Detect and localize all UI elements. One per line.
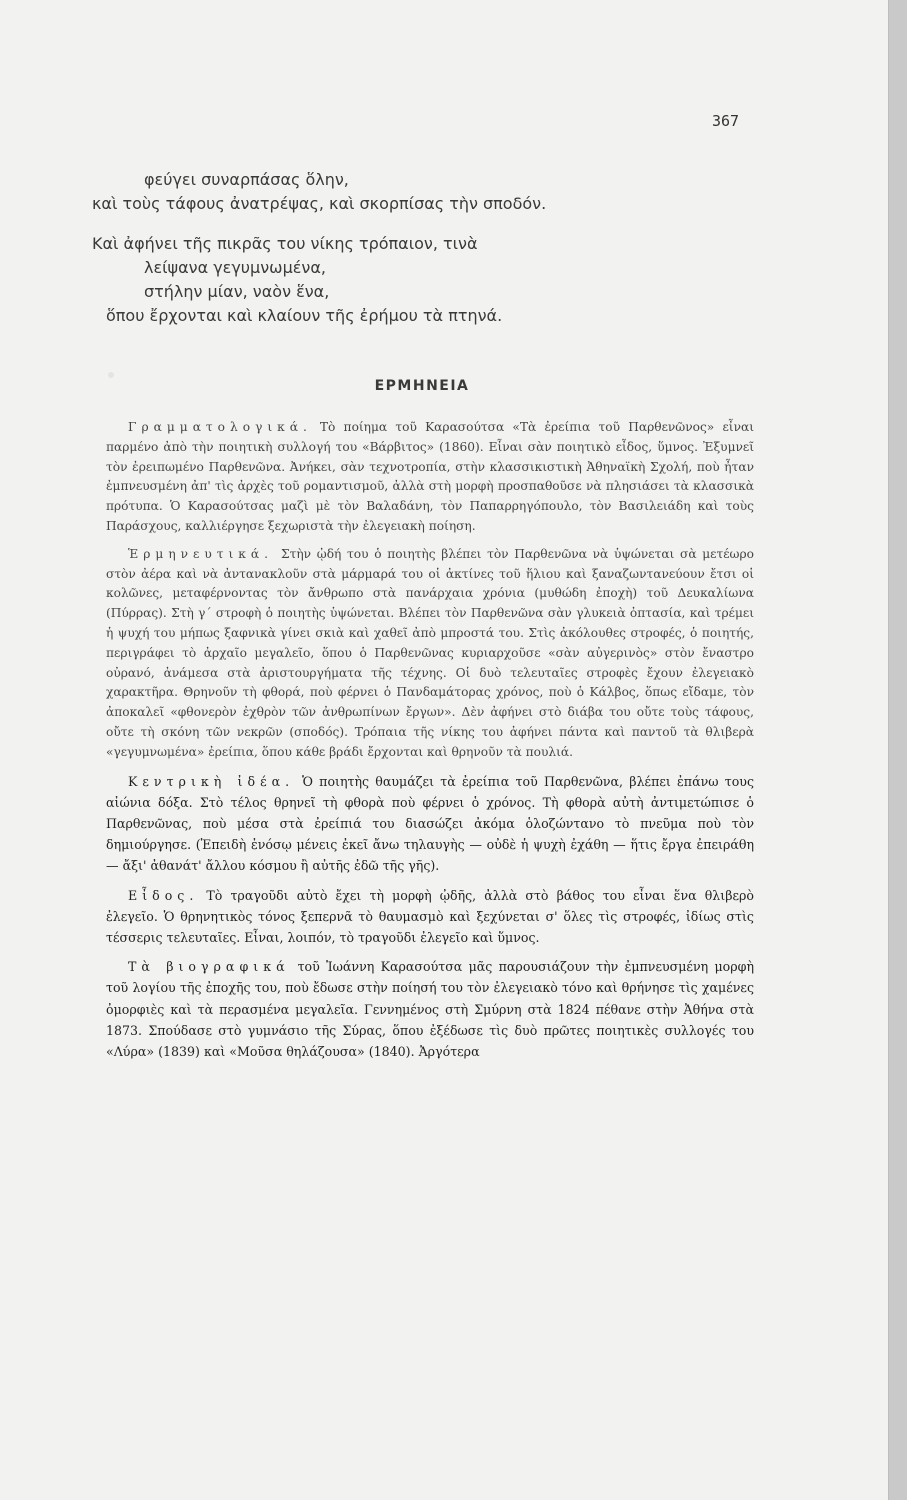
paragraph-viografika xyxy=(106,956,754,1062)
poem-line: στήλην μίαν, ναὸν ἕνα, xyxy=(144,282,330,301)
paragraph-text: Τὸ τραγοῦδι αὐτὸ ἔχει τὴ μορφὴ ᾠδῆς, ἀλλὰ στὸ βάθος του εἶναι ἕνα θλιβερὸ ἐλεγεῖο. Ὁ θρηνητικὸς τόνος ξεπερνᾶ τὸ θαυμασμὸ καὶ ξεχύνεται σ' ὅλες τὶς στροφές, ἰδίως στὶς τέσσερις τελευταῖες. Εἶναι, λοιπόν, τὸ τραγοῦδι ἐλεγεῖο καὶ ὕμνος. xyxy=(106,887,754,945)
paragraph-label: Ἑρμηνευτικά. xyxy=(128,546,274,561)
paragraph-label: Κεντρικὴ ἰδέα. xyxy=(128,773,295,789)
paragraph-text: Ὁ ποιητὴς θαυμάζει τὰ ἐρείπια τοῦ Παρθενῶνα, βλέπει ἐπάνω τους αἰώνια δόξα. Στὸ τέλος θρηνεῖ τὴ φθορὰ ποὺ φέρνει ὁ χρόνος. Τὴ φθορὰ αὐτὴ ἀντιμετώπισε ὁ Παρθενῶνας, ποὺ μέσα στὰ ἐρείπιά του διασώζει ἀκόμα ὁλοζώντανο τὸ πνεῦμα ποὺ τὸν δημιούργησε. (Ἐπειδὴ ἐνόσῳ μένεις ἐκεῖ ἄνω τηλαυγὴς — οὐδὲ ἡ ψυχὴ ἐχάθη — ἥτις ἔργα ἐπειράθη — ἄξι' ἀθανάτ' ἄλλου κόσμου ἢ αὐτῆς ἐδῶ τῆς γῆς). xyxy=(106,773,754,874)
paragraph-grammatologika xyxy=(106,418,754,537)
paragraph-label: Γραμματολογικά. xyxy=(128,420,312,434)
page-edge xyxy=(888,0,907,1500)
poem-line: λείψανα γεγυμνωμένα, xyxy=(144,258,326,277)
poem-excerpt xyxy=(92,168,752,328)
poem-line: καὶ τοὺς τάφους ἀνατρέψας, καὶ σκορπίσας τὴν σποδόν. xyxy=(92,194,547,213)
paragraph-text: Στὴν ᾠδή του ὁ ποιητὴς βλέπει τὸν Παρθενῶνα νὰ ὑψώνεται σὰ μετέωρο στὸν ἀέρα καὶ νὰ ἀντανακλοῦν στὰ μάρμαρά του οἱ ἀκτίνες τοῦ ἥλιου καὶ ξαναζωντανεύουν ἔτσι οἱ κολῶνες, μεταφέρνοντας τὸν ἄνθρωπο στὰ πανάρχαια χρόνια (μυθώδη ἐποχὴ) τοῦ Δευκαλίωνα (Πύρρας). Στὴ γ´ στροφὴ ὁ ποιητὴς ὑψώνεται. Βλέπει τὸν Παρθενῶνα σὰν γλυκειὰ ὀπτασία, καὶ τρέμει ἡ ψυχή του μήπως ξαφνικὰ γίνει σκιὰ καὶ χαθεῖ ἀπὸ μπροστά του. Στὶς ἀκόλουθες στροφές, ὁ ποιητής, περιγράφει τὸ ἀρχαῖο μεγαλεῖο, ὅπου ὁ Παρθενῶνας κυριαρχοῦσε «σὰν αὐγερινὸς» στὸν ἔναστρο οὐρανό, ἀνάμεσα στὰ ἀριστουργήματα τῆς τέχνης. Οἱ δυὸ τελευταῖες στροφὲς ἔχουν ἐλεγειακὸ χαρακτῆρα. Θρηνοῦν τὴ φθορά, ποὺ φέρνει ὁ Πανδαμάτορας χρόνος, ποὺ ὁ Κάλβος, ὅπως εἴδαμε, τὸν ἀποκαλεῖ «φθονερὸν ἐχθρὸν τῶν ἀνθρωπίνων ἔργων». Δὲν ἀφήνει στὸ διάβα του οὔτε τοὺς τάφους, οὔτε τὴ σκόνη τῶν νεκρῶν (σποδός). Τρόπαια τῆς νίκης του ἀφήνει πάντα καὶ παντοῦ τὰ θλιβερὰ «γεγυμνωμένα» ἐρείπια, ὅπου κάθε βράδι ἔρχονται καὶ θρηνοῦν τὰ πουλιά. xyxy=(106,546,754,759)
poem-line: φεύγει συναρπάσας ὅλην, xyxy=(144,170,349,189)
poem-line: ὅπου ἔρχονται καὶ κλαίουν τῆς ἐρήμου τὰ πτηνά. xyxy=(106,306,503,325)
paragraph-text: Τὸ ποίημα τοῦ Καρασούτσα «Τὰ ἐρείπια τοῦ Παρθενῶνος» εἶναι παρμένο ἀπὸ τὴν ποιητικὴ συλλογή του «Βάρβιτος» (1860). Εἶναι σὰν ποιητικὸ εἶδος, ὕμνος. Ἐξυμνεῖ τὸν ἐρειπωμένο Παρθενῶνα. Ἀνήκει, σὰν τεχνοτροπία, στὴν κλασσικιστικὴ Ἀθηναϊκὴ Σχολή, ποὺ ἦταν ἐμπνευσμένη ἀπ' τὶς ἀρχὲς τοῦ ρομαντισμοῦ, ἀλλὰ στὴ μορφὴ προσπαθοῦσε νὰ πλησιάσει τὰ κλασσικὰ πρότυπα. Ὁ Καρασούτσας μαζὶ μὲ τὸν Βαλαδάνη, τὸν Παπαρρηγόπουλο, τὸν Βασιλειάδη καὶ τοὺς Παράσχους, καλλιέργησε ξεχωριστὰ τὴν ἐλεγειακὴ ποίηση. xyxy=(106,420,754,533)
page-number: 367 xyxy=(712,112,740,130)
paragraph-eidos xyxy=(106,885,754,949)
stanza-gap xyxy=(92,216,752,232)
paragraph-kentriki-idea xyxy=(106,771,754,877)
paragraph-label: Εἶδος. xyxy=(128,887,199,903)
commentary xyxy=(106,418,754,1070)
paragraph-label: Τὰ βιογραφικά xyxy=(128,959,290,975)
paragraph-ermineftika xyxy=(106,545,754,763)
poem-line: Καὶ ἀφήνει τῆς πικρᾶς του νίκης τρόπαιον, τινὰ xyxy=(92,234,478,253)
paragraph-text: τοῦ Ἰωάννη Καρασούτσα μᾶς παρουσιάζουν τὴν ἐμπνευσμένη μορφὴ τοῦ λογίου τῆς ἐποχῆς του, ποὺ ἔδωσε στὴν ποίησή του τὸν ἐλεγειακὸ τόνο καὶ θρήνησε τὶς χαμένες ὀμορφιὲς καὶ τὰ περασμένα μεγαλεῖα. Γεννημένος στὴ Σμύρνη στὰ 1824 πέθανε στὴν Ἀθήνα στὰ 1873. Σπούδασε στὸ γυμνάσιο τῆς Σύρας, ὅπου ἐξέδωσε τὶς δυὸ πρῶτες ποιητικὲς συλλογές του «Λύρα» (1839) καὶ «Μοῦσα θηλάζουσα» (1840). Ἀργότερα xyxy=(106,959,754,1059)
section-heading: ΕΡΜΗΝΕΙΑ xyxy=(374,378,470,394)
